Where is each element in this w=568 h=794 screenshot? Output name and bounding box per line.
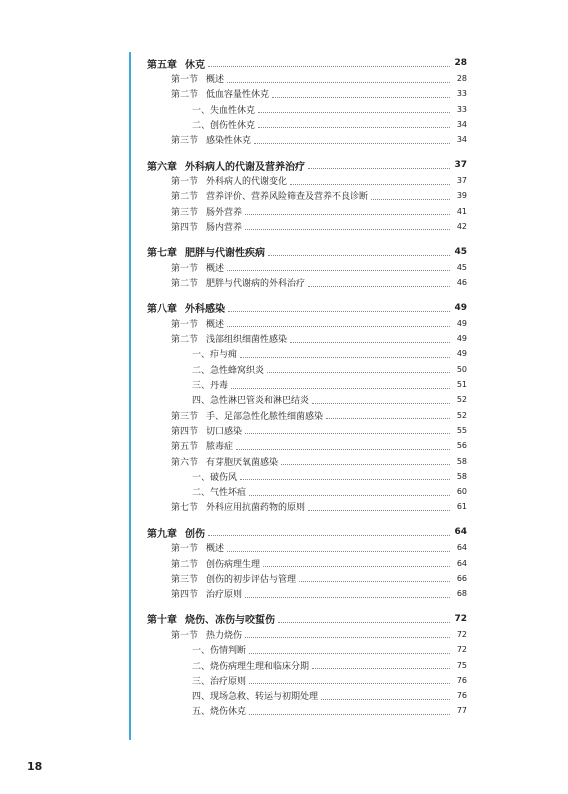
toc-entry-label: 第九章 bbox=[147, 528, 177, 540]
toc-entry-label: 第一节 bbox=[171, 263, 199, 274]
toc-entry-title: 手、足部急性化脓性细菌感染 bbox=[206, 411, 324, 422]
toc-page-number: 41 bbox=[456, 206, 467, 216]
dot-leader bbox=[308, 285, 450, 287]
toc-entry-title: 有芽胞厌氧菌感染 bbox=[206, 457, 279, 468]
toc-entry-title: 治疗原则 bbox=[210, 676, 247, 687]
toc-page-number: 64 bbox=[456, 543, 467, 553]
toc-page-number: 68 bbox=[456, 589, 467, 599]
toc-entry-title: 肠内营养 bbox=[206, 222, 243, 233]
dot-leader bbox=[236, 448, 450, 450]
toc-entry-title: 现场急救、转运与初期处理 bbox=[210, 692, 319, 703]
toc-entry-label: 第二节 bbox=[171, 279, 199, 289]
toc-page-number: 72 bbox=[454, 613, 467, 624]
toc-page-number: 51 bbox=[456, 380, 467, 389]
toc-subsection[interactable] bbox=[192, 378, 467, 392]
toc-subsection[interactable] bbox=[192, 704, 467, 718]
toc-page-number: 64 bbox=[454, 527, 467, 538]
dot-leader bbox=[227, 325, 450, 327]
toc-section[interactable] bbox=[171, 587, 467, 601]
toc-entry-title: 脓毒症 bbox=[206, 442, 234, 453]
toc-section[interactable] bbox=[171, 174, 467, 188]
toc-entry-label: 第三节 bbox=[171, 574, 199, 585]
toc-entry-label: 第三节 bbox=[171, 207, 199, 218]
toc-subsection[interactable] bbox=[192, 643, 467, 657]
dot-leader bbox=[272, 96, 450, 98]
toc-entry-label: 第五节 bbox=[171, 442, 199, 453]
toc-subsection[interactable] bbox=[192, 117, 467, 131]
toc-page-number: 49 bbox=[456, 334, 467, 344]
toc-section[interactable] bbox=[171, 541, 467, 555]
toc-entry-label: 第二节 bbox=[171, 90, 199, 101]
dot-leader bbox=[208, 65, 450, 67]
toc-section[interactable] bbox=[171, 219, 467, 233]
toc-section[interactable] bbox=[171, 500, 467, 514]
toc-entry-title: 创伤 bbox=[185, 528, 205, 540]
toc-entry-title: 烧伤、冻伤与咬蜇伤 bbox=[185, 615, 275, 627]
dot-leader bbox=[208, 534, 450, 536]
dot-leader bbox=[245, 213, 450, 215]
dot-leader bbox=[240, 478, 450, 480]
dot-leader bbox=[249, 682, 450, 684]
toc-entry-title: 低血容量性休克 bbox=[206, 90, 270, 101]
toc-entry-label: 第一节 bbox=[171, 544, 199, 555]
toc-entry-label: 第一节 bbox=[171, 630, 199, 641]
toc-entry-label: 第四节 bbox=[171, 590, 199, 601]
page-number: 18 bbox=[27, 760, 43, 773]
toc-subsection[interactable] bbox=[192, 485, 467, 499]
dot-leader bbox=[249, 494, 450, 496]
toc-entry-title: 急性蜂窝织炎 bbox=[210, 365, 265, 376]
dot-leader bbox=[290, 183, 450, 185]
toc-page-number: 42 bbox=[456, 221, 467, 231]
dot-leader bbox=[308, 167, 450, 169]
toc-entry-title: 创伤的初步评估与管理 bbox=[206, 574, 297, 585]
toc-chapter[interactable] bbox=[147, 245, 467, 259]
toc-page-number: 60 bbox=[456, 487, 467, 497]
toc-entry-label: 第六章 bbox=[147, 161, 177, 173]
toc-entry-title: 烧伤病理生理和临床分期 bbox=[210, 661, 310, 672]
toc-entry-title: 切口感染 bbox=[206, 426, 243, 437]
toc-page-number: 58 bbox=[456, 471, 467, 481]
dot-leader bbox=[312, 667, 450, 669]
toc-section[interactable] bbox=[171, 276, 467, 290]
dot-leader bbox=[321, 698, 450, 700]
toc-entry-title: 休克 bbox=[185, 59, 205, 71]
dot-leader bbox=[312, 402, 450, 404]
toc-chapter[interactable] bbox=[147, 612, 467, 626]
toc-page-number: 37 bbox=[454, 160, 467, 170]
toc-entry-label: 二、 bbox=[192, 120, 211, 131]
toc-section[interactable] bbox=[171, 133, 467, 147]
toc-entry-label: 第七节 bbox=[171, 503, 199, 514]
dot-leader bbox=[231, 387, 450, 389]
dot-leader bbox=[228, 310, 450, 312]
toc-section[interactable] bbox=[171, 260, 467, 274]
toc-subsection[interactable] bbox=[192, 393, 467, 407]
dot-leader bbox=[267, 371, 450, 373]
toc-section[interactable] bbox=[171, 556, 467, 570]
toc-entry-title: 治疗原则 bbox=[206, 590, 243, 601]
dot-leader bbox=[245, 432, 450, 434]
toc-page-number: 66 bbox=[456, 573, 467, 583]
dot-leader bbox=[227, 81, 450, 83]
dot-leader bbox=[371, 198, 450, 200]
toc-entry-title: 外科病人的代谢变化 bbox=[206, 177, 288, 187]
toc-page-number: 72 bbox=[456, 629, 467, 639]
toc-entry-title: 急性淋巴管炎和淋巴结炎 bbox=[210, 396, 310, 407]
toc-entry-title: 气性坏疽 bbox=[210, 488, 247, 499]
toc-page-number: 61 bbox=[456, 502, 467, 512]
toc-entry-title: 创伤性休克 bbox=[210, 120, 256, 131]
toc-entry-title: 浅部组织细菌性感染 bbox=[206, 335, 288, 346]
toc-entry-title: 烧伤休克 bbox=[210, 707, 247, 718]
toc-subsection[interactable] bbox=[192, 658, 467, 672]
toc-section[interactable] bbox=[171, 316, 467, 330]
toc-chapter[interactable] bbox=[147, 525, 467, 539]
toc-page-number: 45 bbox=[454, 246, 467, 257]
toc-entry-label: 第十章 bbox=[147, 615, 177, 627]
toc-entry-label: 第六节 bbox=[171, 457, 199, 468]
toc-section[interactable] bbox=[171, 332, 467, 346]
toc-entry-title: 伤情判断 bbox=[210, 646, 247, 657]
toc-section[interactable] bbox=[171, 439, 467, 453]
toc-page-number: 49 bbox=[454, 302, 467, 313]
toc-entry-title: 肥胖与代谢性疾病 bbox=[185, 248, 265, 260]
toc-entry-label: 四、 bbox=[192, 396, 211, 407]
toc-page-number: 56 bbox=[456, 441, 467, 451]
toc-entry-label: 一、 bbox=[192, 472, 211, 483]
toc-entry-label: 第四节 bbox=[171, 222, 199, 233]
toc-entry-title: 热力烧伤 bbox=[206, 630, 243, 641]
toc-entry-title: 概述 bbox=[206, 263, 225, 274]
toc-entry-title: 概述 bbox=[206, 75, 225, 85]
toc-page-number: 52 bbox=[456, 395, 467, 405]
toc-section[interactable] bbox=[171, 454, 467, 468]
toc-entry-label: 第七章 bbox=[147, 248, 177, 260]
dot-leader bbox=[278, 621, 450, 623]
toc-section[interactable] bbox=[171, 189, 467, 203]
dot-leader bbox=[245, 228, 450, 230]
dot-leader bbox=[227, 550, 450, 552]
toc-page-number: 76 bbox=[456, 691, 467, 701]
toc-page-number: 33 bbox=[456, 89, 467, 99]
toc-chapter[interactable] bbox=[147, 158, 467, 172]
toc-entry-label: 第二节 bbox=[171, 559, 199, 570]
dot-leader bbox=[299, 580, 450, 582]
toc-page-number: 49 bbox=[456, 318, 467, 328]
toc-subsection[interactable] bbox=[192, 102, 467, 116]
toc-entry-title: 失血性休克 bbox=[210, 105, 256, 116]
toc-entry-title: 丹毒 bbox=[210, 381, 229, 391]
toc-page-number: 34 bbox=[456, 135, 467, 145]
dot-leader bbox=[263, 565, 450, 567]
toc-page-number: 76 bbox=[456, 675, 467, 685]
toc-subsection[interactable] bbox=[192, 689, 467, 703]
toc-entry-title: 肥胖与代谢病的外科治疗 bbox=[206, 279, 306, 289]
dot-leader bbox=[281, 463, 450, 465]
toc-subsection[interactable] bbox=[192, 362, 467, 376]
dot-leader bbox=[290, 341, 450, 343]
toc-entry-label: 第三节 bbox=[171, 136, 199, 147]
toc-entry-title: 外科感染 bbox=[185, 304, 225, 316]
toc-entry-label: 三、 bbox=[192, 381, 211, 391]
toc-page-number: 28 bbox=[456, 74, 467, 83]
toc-entry-title: 疖与痈 bbox=[210, 350, 238, 361]
dot-leader bbox=[249, 713, 450, 715]
toc-section[interactable] bbox=[171, 72, 467, 86]
toc-page-number: 77 bbox=[456, 706, 467, 716]
toc-entry-label: 一、 bbox=[192, 646, 211, 657]
toc-entry-title: 破伤风 bbox=[210, 472, 238, 483]
toc-entry-label: 一、 bbox=[192, 105, 211, 116]
toc-entry-label: 第一节 bbox=[171, 75, 199, 85]
toc-page-number: 75 bbox=[456, 660, 467, 670]
toc-subsection[interactable] bbox=[192, 673, 467, 687]
toc-page-number: 72 bbox=[456, 645, 467, 655]
toc-entry-title: 概述 bbox=[206, 319, 225, 330]
toc-page-number: 55 bbox=[456, 425, 467, 435]
toc-entry-title: 营养评价、营养风险筛查及营养不良诊断 bbox=[206, 192, 369, 203]
toc-page-number: 33 bbox=[456, 104, 467, 114]
toc-page-number: 37 bbox=[456, 176, 467, 185]
dot-leader bbox=[240, 356, 450, 358]
dot-leader bbox=[258, 111, 450, 113]
toc-page-number: 50 bbox=[456, 364, 467, 374]
toc-entry-label: 三、 bbox=[192, 676, 211, 687]
toc-section[interactable] bbox=[171, 423, 467, 437]
toc-chapter[interactable] bbox=[147, 56, 467, 70]
toc-entry-label: 第三节 bbox=[171, 411, 199, 422]
toc-entry-label: 二、 bbox=[192, 488, 211, 499]
toc-section[interactable] bbox=[171, 204, 467, 218]
toc-entry-title: 创伤病理生理 bbox=[206, 559, 261, 570]
dot-leader bbox=[254, 142, 450, 144]
toc-entry-label: 第二节 bbox=[171, 335, 199, 346]
toc-section[interactable] bbox=[171, 627, 467, 641]
toc-page-number: 58 bbox=[456, 456, 467, 466]
toc-entry-label: 第一节 bbox=[171, 177, 199, 187]
dot-leader bbox=[268, 254, 450, 256]
toc-page-number: 45 bbox=[456, 262, 467, 272]
dot-leader bbox=[245, 636, 450, 638]
toc-entry-label: 第四节 bbox=[171, 426, 199, 437]
toc-entry-label: 五、 bbox=[192, 707, 211, 718]
toc-entry-label: 二、 bbox=[192, 661, 211, 672]
toc-entry-title: 肠外营养 bbox=[206, 207, 243, 218]
toc-page-number: 39 bbox=[456, 191, 467, 201]
dot-leader bbox=[245, 596, 450, 598]
toc-page-number: 64 bbox=[456, 558, 467, 568]
toc-page-number: 34 bbox=[456, 119, 467, 129]
toc-page-number: 46 bbox=[456, 278, 467, 287]
toc-subsection[interactable] bbox=[192, 469, 467, 483]
toc-entry-title: 外科病人的代谢及营养治疗 bbox=[185, 161, 305, 173]
dot-leader bbox=[227, 269, 450, 271]
toc-entry-title: 感染性休克 bbox=[206, 136, 252, 147]
toc-section[interactable] bbox=[171, 408, 467, 422]
toc-subsection[interactable] bbox=[192, 347, 467, 361]
dot-leader bbox=[258, 126, 450, 128]
toc-page-number: 28 bbox=[454, 58, 467, 68]
toc-chapter[interactable] bbox=[147, 301, 467, 315]
toc-page-number: 49 bbox=[456, 349, 467, 359]
toc-section[interactable] bbox=[171, 87, 467, 101]
toc-entry-label: 第五章 bbox=[147, 59, 177, 71]
toc-entry-label: 一、 bbox=[192, 350, 211, 361]
dot-leader bbox=[326, 417, 450, 419]
toc-entry-label: 第一节 bbox=[171, 319, 199, 330]
toc-entry-title: 外科应用抗菌药物的原则 bbox=[206, 503, 306, 514]
toc-section[interactable] bbox=[171, 571, 467, 585]
toc-entry-label: 二、 bbox=[192, 365, 211, 376]
dot-leader bbox=[308, 509, 450, 511]
toc-entry-label: 第八章 bbox=[147, 304, 177, 316]
toc-entry-title: 概述 bbox=[206, 544, 225, 555]
dot-leader bbox=[249, 652, 450, 654]
toc-entry-label: 第二节 bbox=[171, 192, 199, 203]
toc-page-number: 52 bbox=[456, 410, 467, 420]
toc-entry-label: 四、 bbox=[192, 692, 211, 703]
